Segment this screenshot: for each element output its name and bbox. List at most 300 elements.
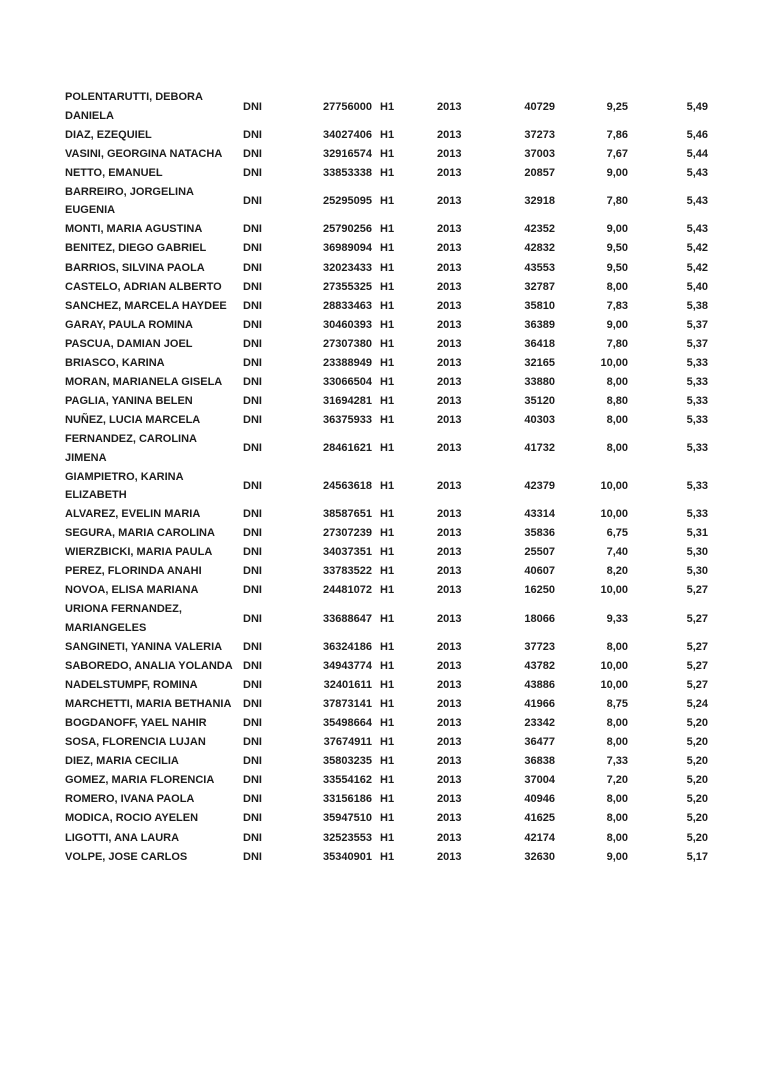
table-row [65,505,708,524]
table-row [65,315,708,334]
cell-period: H1 [380,147,395,160]
table-row [65,524,708,543]
cell-average: 5,33 [686,479,708,492]
cell-average: 5,30 [686,546,708,559]
cell-doc-number: 33688647 [323,612,372,625]
cell-person-name: BOGDANOFF, YAEL NAHIR [65,717,207,730]
cell-period: H1 [380,414,395,427]
cell-period: H1 [380,376,395,388]
cell-doc-number: 36989094 [323,242,372,255]
records-table [65,88,708,866]
cell-year: 2013 [437,128,462,141]
cell-score: 9,25 [606,100,628,113]
cell-year: 2013 [437,337,462,350]
cell-person-name: MORAN, MARIANELA GISELA [65,376,223,388]
cell-average: 5,31 [686,527,708,540]
cell-person-name: NETTO, EMANUEL [65,166,163,179]
cell-period: H1 [380,280,395,293]
cell-record-number: 41625 [524,812,555,825]
cell-doc-number: 33853338 [323,166,372,179]
cell-average: 5,33 [686,376,708,388]
cell-year: 2013 [437,242,462,255]
cell-period: H1 [380,261,395,274]
cell-average: 5,33 [686,414,708,427]
cell-year: 2013 [437,831,462,844]
cell-doc-type: DNI [243,318,262,331]
cell-period: H1 [380,717,395,730]
cell-doc-type: DNI [243,479,262,492]
cell-average: 5,27 [686,678,708,691]
cell-period: H1 [380,223,395,236]
cell-doc-type: DNI [243,774,262,787]
table-body [65,88,708,866]
cell-person-name: PAGLIA, YANINA BELEN [65,395,193,408]
cell-person-name: GARAY, PAULA ROMINA [65,318,193,331]
cell-average: 5,33 [686,507,708,520]
cell-year: 2013 [437,166,462,179]
cell-average: 5,44 [686,147,708,160]
cell-person-name: ROMERO, IVANA PAOLA [65,793,195,806]
cell-doc-number: 33783522 [323,565,372,578]
cell-year: 2013 [437,261,462,274]
cell-person-name: BRIASCO, KARINA [65,356,165,369]
cell-doc-type: DNI [243,280,262,293]
cell-doc-type: DNI [243,414,262,427]
cell-period: H1 [380,659,395,672]
table-row [65,847,708,866]
cell-doc-type: DNI [243,612,262,625]
table-row [65,600,708,637]
cell-record-number: 40303 [524,414,555,427]
cell-period: H1 [380,242,395,255]
cell-doc-number: 23388949 [323,356,372,369]
cell-person-name: CASTELO, ADRIAN ALBERTO [65,280,222,293]
cell-score: 10,00 [600,507,628,520]
cell-record-number: 32630 [524,850,555,863]
cell-average: 5,42 [686,242,708,255]
cell-doc-type: DNI [243,850,262,863]
cell-period: H1 [380,678,395,691]
cell-person-name: NADELSTUMPF, ROMINA [65,678,198,691]
cell-record-number: 36477 [524,736,555,749]
cell-period: H1 [380,507,395,520]
cell-period: H1 [380,697,395,710]
cell-doc-type: DNI [243,376,262,388]
cell-doc-number: 38587651 [323,507,372,520]
cell-year: 2013 [437,640,462,653]
cell-person-name: SANCHEZ, MARCELA HAYDEE [65,299,227,312]
cell-average: 5,20 [686,812,708,825]
cell-year: 2013 [437,659,462,672]
cell-period: H1 [380,195,395,208]
cell-period: H1 [380,128,395,141]
cell-record-number: 35836 [524,527,555,540]
cell-person-name: SEGURA, MARIA CAROLINA [65,527,215,540]
cell-person-name: POLENTARUTTI, DEBORA DANIELA [65,91,203,122]
cell-record-number: 40607 [524,565,555,578]
cell-person-name: VASINI, GEORGINA NATACHA [65,147,223,160]
table-row [65,392,708,411]
cell-year: 2013 [437,479,462,492]
cell-score: 9,50 [606,261,628,274]
cell-year: 2013 [437,195,462,208]
cell-average: 5,42 [686,261,708,274]
cell-average: 5,38 [686,299,708,312]
cell-year: 2013 [437,717,462,730]
cell-score: 8,00 [606,280,628,293]
table-row [65,714,708,733]
cell-year: 2013 [437,812,462,825]
cell-record-number: 42174 [524,831,555,844]
cell-doc-number: 32401611 [323,678,372,691]
cell-doc-type: DNI [243,395,262,408]
table-row [65,562,708,581]
table-row [65,752,708,771]
cell-doc-type: DNI [243,242,262,255]
cell-score: 7,20 [606,774,628,787]
cell-score: 10,00 [600,479,628,492]
cell-person-name: BENITEZ, DIEGO GABRIEL [65,242,207,255]
cell-average: 5,37 [686,337,708,350]
cell-average: 5,49 [686,100,708,113]
cell-average: 5,33 [686,356,708,369]
table-row [65,296,708,315]
cell-score: 7,40 [606,546,628,559]
cell-period: H1 [380,546,395,559]
cell-average: 5,33 [686,395,708,408]
cell-doc-number: 34037351 [323,546,372,559]
cell-doc-number: 30460393 [323,318,372,331]
cell-score: 9,00 [606,166,628,179]
table-row [65,637,708,656]
cell-period: H1 [380,793,395,806]
cell-doc-number: 33156186 [323,793,372,806]
cell-year: 2013 [437,546,462,559]
cell-person-name: NOVOA, ELISA MARIANA [65,584,199,597]
cell-record-number: 35120 [524,395,555,408]
cell-period: H1 [380,356,395,369]
table-row [65,239,708,258]
cell-record-number: 43314 [524,507,555,520]
cell-person-name: LIGOTTI, ANA LAURA [65,831,180,844]
cell-doc-number: 34943774 [323,659,372,672]
cell-doc-number: 32916574 [323,147,372,160]
cell-score: 8,00 [606,717,628,730]
cell-record-number: 32918 [524,195,555,208]
table-row [65,88,708,125]
cell-year: 2013 [437,147,462,160]
cell-year: 2013 [437,527,462,540]
cell-period: H1 [380,812,395,825]
cell-score: 9,00 [606,223,628,236]
cell-score: 6,75 [606,527,628,540]
cell-doc-type: DNI [243,659,262,672]
table-row [65,467,708,504]
cell-doc-number: 35340901 [323,850,372,863]
cell-doc-type: DNI [243,565,262,578]
cell-average: 5,40 [686,280,708,293]
cell-year: 2013 [437,850,462,863]
cell-doc-type: DNI [243,717,262,730]
cell-year: 2013 [437,584,462,597]
cell-record-number: 32787 [524,280,555,293]
cell-doc-number: 27307380 [323,337,372,350]
table-row [65,373,708,392]
cell-doc-type: DNI [243,166,262,179]
cell-doc-type: DNI [243,812,262,825]
cell-year: 2013 [437,697,462,710]
table-row [65,733,708,752]
cell-person-name: URIONA FERNANDEZ, MARIANGELES [65,603,182,634]
cell-doc-type: DNI [243,128,262,141]
cell-average: 5,20 [686,717,708,730]
cell-score: 7,80 [606,337,628,350]
cell-average: 5,33 [686,442,708,455]
cell-year: 2013 [437,793,462,806]
cell-person-name: MONTI, MARIA AGUSTINA [65,223,203,236]
cell-doc-type: DNI [243,678,262,691]
table-row [65,125,708,144]
cell-period: H1 [380,318,395,331]
cell-person-name: NUÑEZ, LUCIA MARCELA [65,414,201,427]
cell-record-number: 18066 [524,612,555,625]
cell-score: 10,00 [600,659,628,672]
cell-record-number: 43553 [524,261,555,274]
cell-record-number: 20857 [524,166,555,179]
table-row [65,430,708,467]
cell-average: 5,27 [686,640,708,653]
cell-doc-number: 27756000 [323,100,372,113]
cell-person-name: GOMEZ, MARIA FLORENCIA [65,774,215,787]
table-row [65,790,708,809]
cell-year: 2013 [437,280,462,293]
cell-score: 8,20 [606,565,628,578]
table-row [65,581,708,600]
cell-person-name: SANGINETI, YANINA VALERIA [65,640,223,653]
cell-score: 9,00 [606,318,628,331]
cell-year: 2013 [437,395,462,408]
cell-period: H1 [380,100,395,113]
cell-record-number: 23342 [524,717,555,730]
cell-year: 2013 [437,318,462,331]
cell-record-number: 41966 [524,697,555,710]
cell-average: 5,17 [686,850,708,863]
table-row [65,354,708,373]
cell-period: H1 [380,774,395,787]
cell-doc-number: 35947510 [323,812,372,825]
cell-average: 5,27 [686,612,708,625]
table-row [65,411,708,430]
cell-year: 2013 [437,376,462,388]
cell-score: 7,33 [606,755,628,768]
cell-year: 2013 [437,299,462,312]
cell-record-number: 37723 [524,640,555,653]
cell-doc-number: 36375933 [323,414,372,427]
cell-doc-number: 24481072 [323,584,372,597]
cell-year: 2013 [437,612,462,625]
cell-doc-number: 35498664 [323,717,372,730]
cell-record-number: 32165 [524,356,555,369]
cell-average: 5,20 [686,736,708,749]
cell-period: H1 [380,337,395,350]
cell-doc-number: 25295095 [323,195,372,208]
cell-score: 9,00 [606,850,628,863]
table-row [65,144,708,163]
cell-person-name: FERNANDEZ, CAROLINA JIMENA [65,433,197,464]
cell-year: 2013 [437,442,462,455]
cell-record-number: 42379 [524,479,555,492]
cell-record-number: 43782 [524,659,555,672]
cell-record-number: 41732 [524,442,555,455]
cell-period: H1 [380,831,395,844]
cell-year: 2013 [437,774,462,787]
cell-doc-number: 27355325 [323,280,372,293]
cell-average: 5,46 [686,128,708,141]
cell-score: 9,50 [606,242,628,255]
cell-score: 7,67 [606,147,628,160]
cell-record-number: 42352 [524,223,555,236]
cell-period: H1 [380,584,395,597]
cell-period: H1 [380,850,395,863]
table-row [65,164,708,183]
cell-person-name: PEREZ, FLORINDA ANAHI [65,565,202,578]
cell-score: 10,00 [600,678,628,691]
cell-period: H1 [380,527,395,540]
cell-doc-number: 27307239 [323,527,372,540]
cell-record-number: 40946 [524,793,555,806]
table-row [65,771,708,790]
cell-period: H1 [380,755,395,768]
cell-average: 5,43 [686,195,708,208]
table-row [65,277,708,296]
cell-period: H1 [380,166,395,179]
cell-average: 5,43 [686,223,708,236]
cell-person-name: DIEZ, MARIA CECILIA [65,755,179,768]
cell-doc-type: DNI [243,356,262,369]
cell-period: H1 [380,565,395,578]
cell-score: 9,33 [606,612,628,625]
cell-person-name: PASCUA, DAMIAN JOEL [65,337,193,350]
cell-score: 8,00 [606,736,628,749]
cell-score: 8,00 [606,376,628,388]
cell-score: 8,00 [606,442,628,455]
cell-year: 2013 [437,100,462,113]
cell-score: 8,75 [606,697,628,710]
cell-score: 8,00 [606,812,628,825]
cell-person-name: MODICA, ROCIO AYELEN [65,812,199,825]
cell-person-name: BARRIOS, SILVINA PAOLA [65,261,205,274]
cell-year: 2013 [437,507,462,520]
cell-record-number: 36418 [524,337,555,350]
cell-period: H1 [380,612,395,625]
table-row [65,183,708,220]
cell-record-number: 40729 [524,100,555,113]
cell-year: 2013 [437,736,462,749]
cell-doc-type: DNI [243,697,262,710]
cell-doc-type: DNI [243,223,262,236]
cell-doc-type: DNI [243,527,262,540]
cell-record-number: 37004 [524,774,555,787]
cell-doc-type: DNI [243,584,262,597]
cell-doc-number: 28833463 [323,299,372,312]
cell-score: 7,86 [606,128,628,141]
table-row [65,828,708,847]
cell-average: 5,20 [686,774,708,787]
cell-score: 10,00 [600,584,628,597]
cell-doc-number: 37674911 [323,736,372,749]
cell-score: 8,00 [606,414,628,427]
table-row [65,220,708,239]
cell-record-number: 25507 [524,546,555,559]
table-row [65,334,708,353]
cell-period: H1 [380,640,395,653]
cell-doc-number: 33066504 [323,376,372,388]
cell-doc-type: DNI [243,736,262,749]
cell-average: 5,37 [686,318,708,331]
cell-score: 8,00 [606,831,628,844]
cell-period: H1 [380,736,395,749]
cell-average: 5,20 [686,755,708,768]
table-row [65,809,708,828]
cell-year: 2013 [437,414,462,427]
cell-doc-number: 35803235 [323,755,372,768]
cell-average: 5,24 [686,697,708,710]
cell-doc-type: DNI [243,793,262,806]
cell-doc-number: 36324186 [323,640,372,653]
cell-year: 2013 [437,755,462,768]
cell-year: 2013 [437,565,462,578]
table-row [65,258,708,277]
cell-record-number: 16250 [524,584,555,597]
table-row [65,676,708,695]
cell-record-number: 36389 [524,318,555,331]
table-row [65,543,708,562]
cell-person-name: ALVAREZ, EVELIN MARIA [65,507,201,520]
cell-person-name: VOLPE, JOSE CARLOS [65,850,188,863]
cell-average: 5,43 [686,166,708,179]
cell-doc-type: DNI [243,442,262,455]
cell-doc-number: 31694281 [323,395,372,408]
cell-record-number: 43886 [524,678,555,691]
cell-person-name: BARREIRO, JORGELINA EUGENIA [65,186,194,217]
cell-person-name: DIAZ, EZEQUIEL [65,128,152,141]
cell-doc-number: 32023433 [323,261,372,274]
cell-doc-type: DNI [243,337,262,350]
cell-record-number: 37003 [524,147,555,160]
cell-person-name: MARCHETTI, MARIA BETHANIA [65,697,232,710]
cell-doc-type: DNI [243,640,262,653]
cell-doc-number: 24563618 [323,479,372,492]
table-row [65,656,708,675]
cell-person-name: SOSA, FLORENCIA LUJAN [65,736,206,749]
records-area [65,88,708,866]
cell-year: 2013 [437,223,462,236]
cell-period: H1 [380,299,395,312]
cell-doc-type: DNI [243,147,262,160]
cell-doc-type: DNI [243,261,262,274]
cell-doc-type: DNI [243,100,262,113]
cell-score: 8,00 [606,793,628,806]
cell-average: 5,20 [686,831,708,844]
cell-score: 7,83 [606,299,628,312]
cell-doc-number: 25790256 [323,223,372,236]
cell-doc-number: 37873141 [323,697,372,710]
cell-doc-type: DNI [243,507,262,520]
cell-person-name: GIAMPIETRO, KARINA ELIZABETH [65,470,184,501]
cell-person-name: WIERZBICKI, MARIA PAULA [65,546,213,559]
cell-record-number: 42832 [524,242,555,255]
cell-year: 2013 [437,356,462,369]
